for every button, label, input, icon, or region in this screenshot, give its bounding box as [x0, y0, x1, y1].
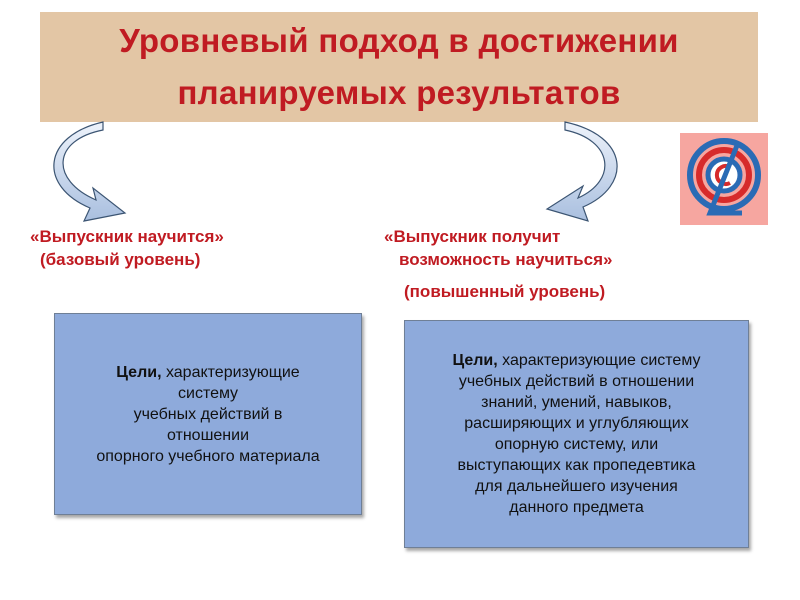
basic-goals-line-1: [96, 362, 319, 383]
advanced-goals-line-1: [452, 350, 700, 371]
basic-goals-text: характеризующие: [161, 363, 300, 381]
advanced-goals-line: опорную систему, или: [494, 436, 659, 453]
advanced-goals-line: выступающих как пропедевтика: [457, 457, 696, 474]
advanced-goals-line: расширяющих и углубляющих: [464, 415, 689, 432]
basic-goals-line: системy: [178, 384, 238, 402]
advanced-goals-line: знаний, умений, навыков,: [481, 394, 672, 411]
copyright-emblem-icon: [680, 133, 768, 225]
advanced-goals-box: [404, 320, 749, 548]
title-line-2: планируемых результатов: [177, 74, 621, 111]
right-label-level: (повышенный уровень): [404, 282, 606, 301]
goals-bold-word: Цели,: [452, 352, 498, 369]
basic-goals-line: отношении: [166, 426, 250, 444]
advanced-goals-line: учебных действий в отношении: [458, 373, 695, 390]
goals-bold-word: Цели,: [116, 363, 162, 381]
left-curved-arrow-icon: [54, 122, 125, 221]
title-line-1: Уровневый подход в достижении: [119, 22, 679, 59]
advanced-goals-text: характеризующие систему: [497, 352, 701, 369]
advanced-goals-line: данного предмета: [509, 499, 644, 516]
left-label-level: (базовый уровень): [40, 250, 201, 269]
right-label-title-1: «Выпускник получит: [384, 227, 561, 246]
right-curved-arrow-icon: [547, 122, 617, 221]
advanced-goals-line: для дальнейшего изучения: [475, 478, 678, 495]
basic-goals-box: [54, 313, 362, 515]
left-label-title: «Выпускник научится»: [30, 227, 224, 246]
basic-goals-line: опорного учебного материала: [96, 447, 320, 465]
basic-goals-line: учебных действий в: [133, 405, 283, 423]
right-label-title-2: возможность научиться»: [399, 250, 613, 269]
